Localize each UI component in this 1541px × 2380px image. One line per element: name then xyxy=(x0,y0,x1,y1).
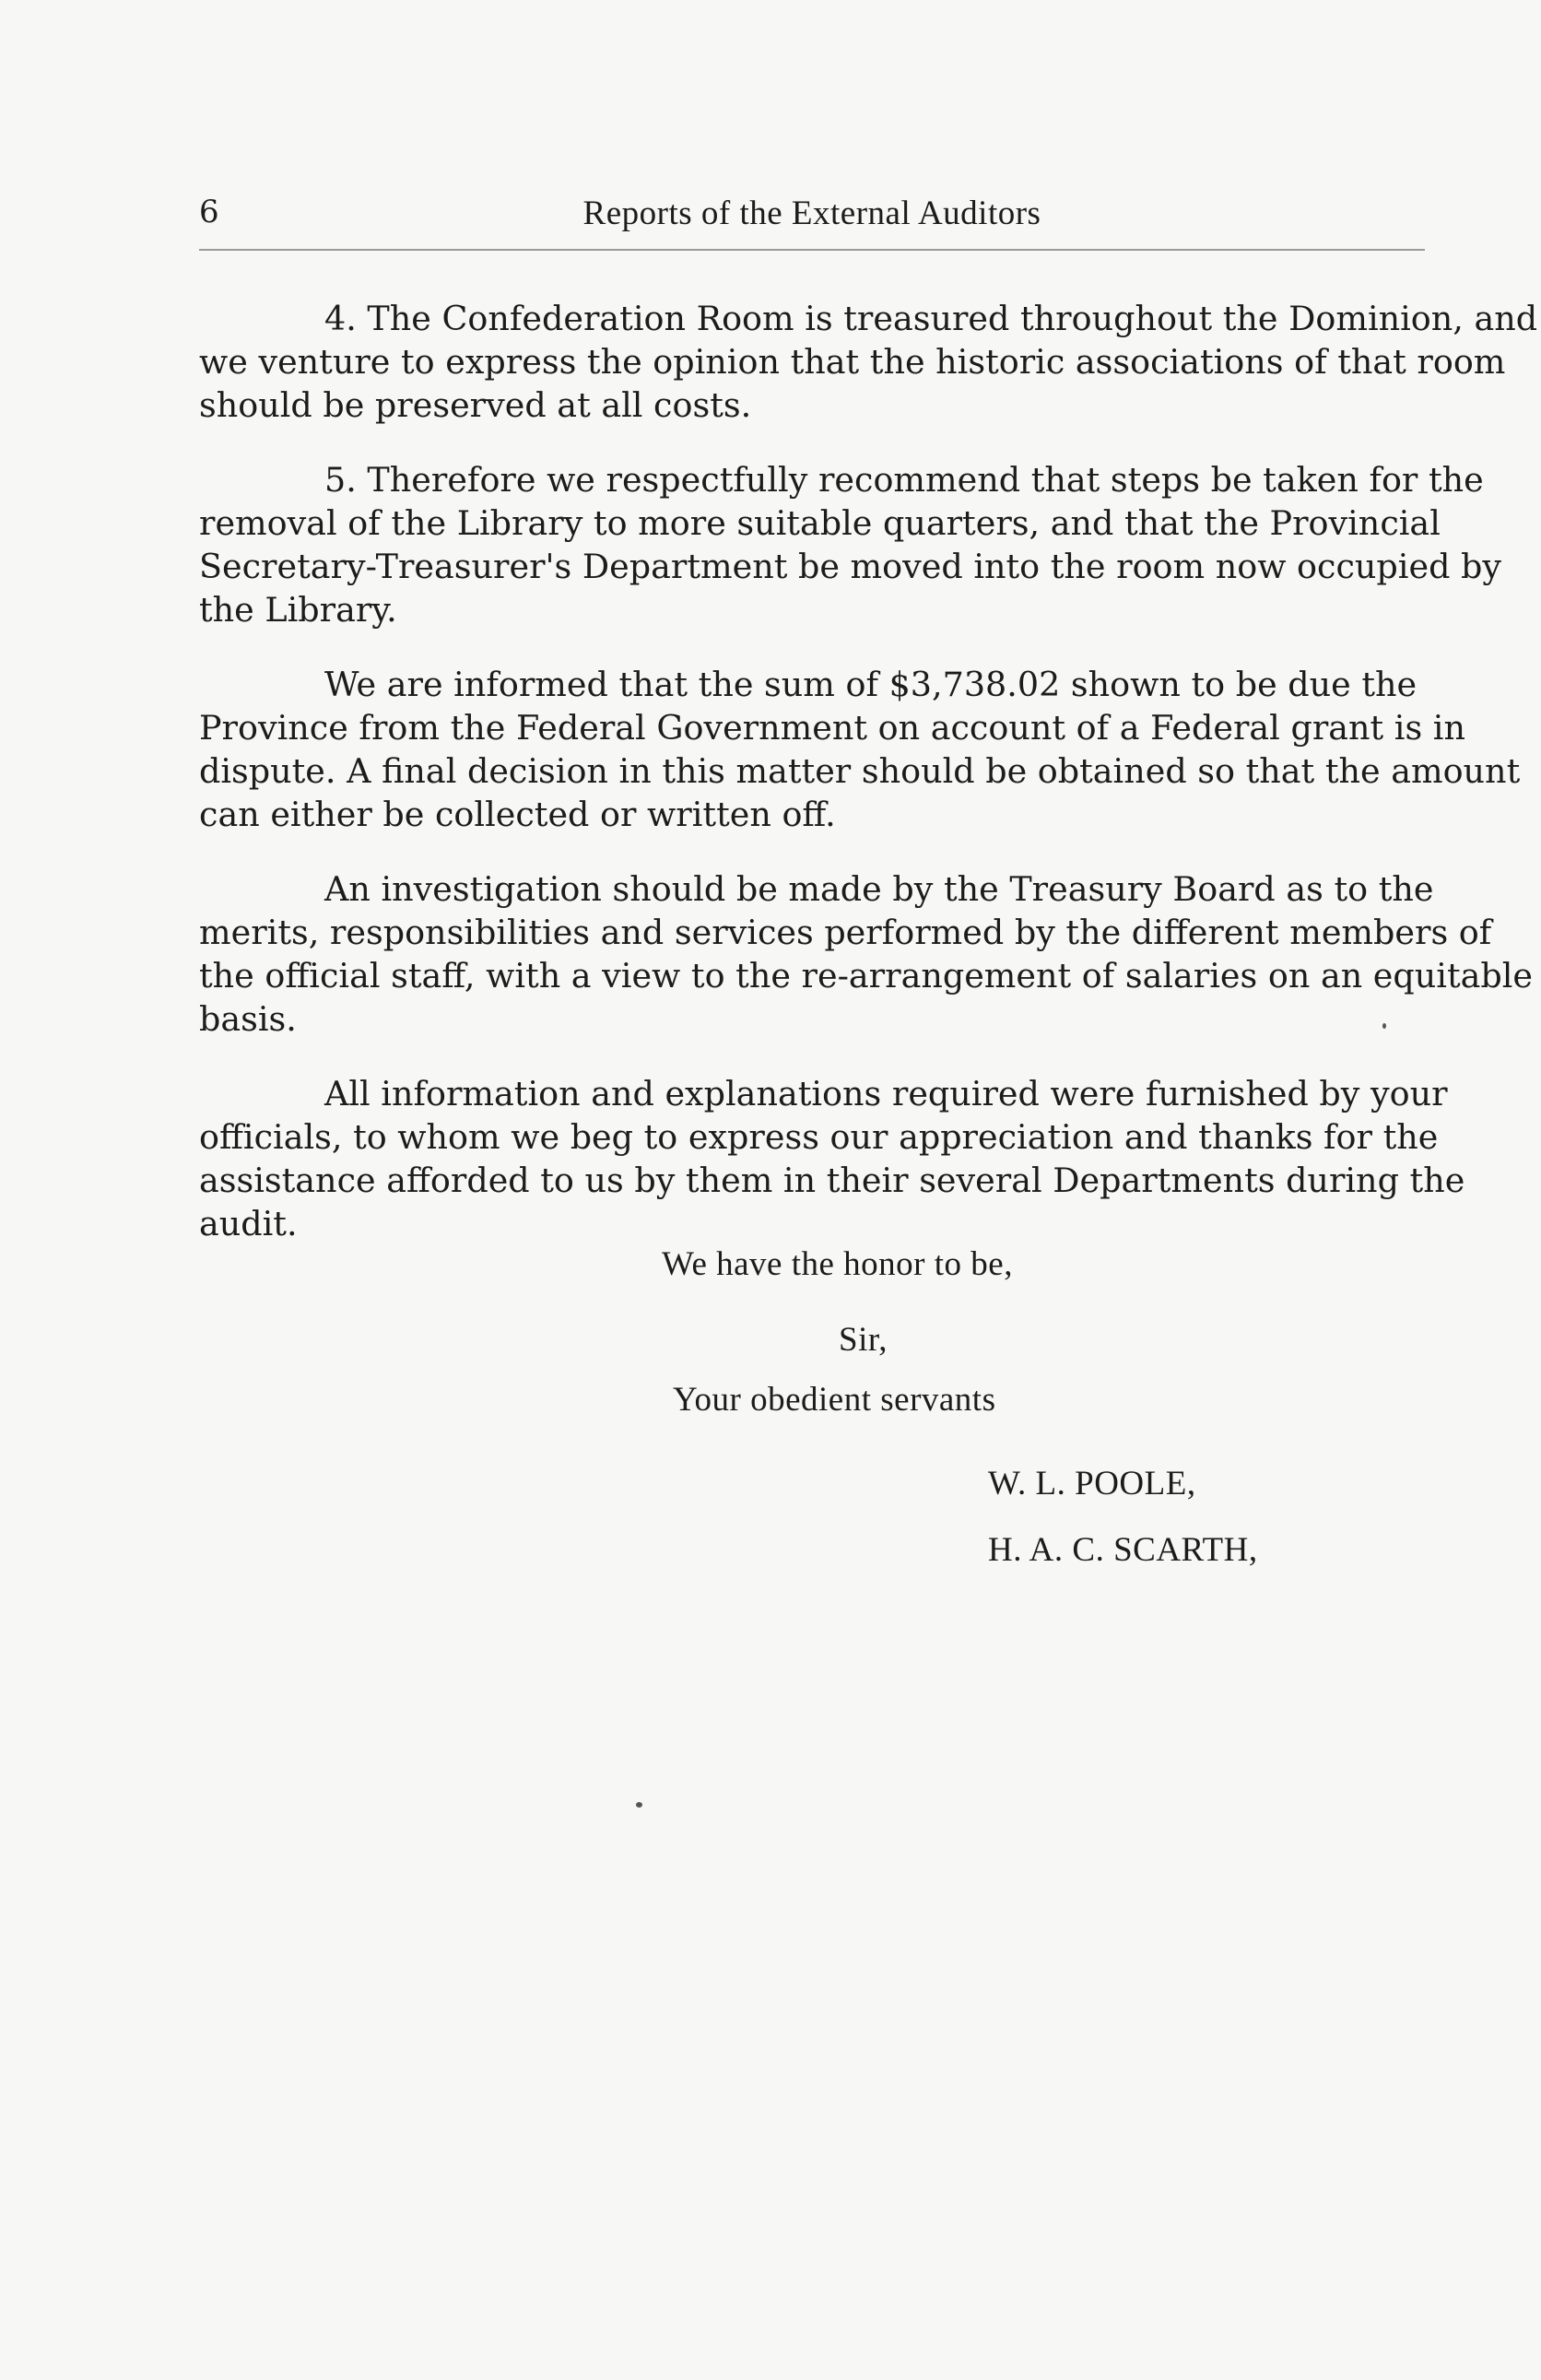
body-text xyxy=(199,297,1540,1277)
closing-line-sir: Sir, xyxy=(839,1321,888,1359)
header-rule xyxy=(199,249,1425,251)
paragraph-investigation: An investigation should be made by the Treasury Board as to the merits, responsibilities and services performed by the different members of the official staff, with a view to the re-arrangement of salaries on an equitable basis. xyxy=(199,869,1534,1039)
running-head: Reports of the External Auditors xyxy=(582,194,1041,232)
paragraph-confederation-room: 4. The Confederation Room is treasured throughout the Dominion, and we venture to express the opinion that the historic associations of that room should be preserved at all costs. xyxy=(199,299,1538,425)
signature-poole: W. L. POOLE, xyxy=(988,1465,1196,1502)
scan-speck xyxy=(1382,1023,1386,1029)
page-number: 6 xyxy=(199,194,219,230)
scan-speck xyxy=(636,1802,642,1808)
closing-line-servants: Your obedient servants xyxy=(673,1381,996,1419)
paragraph-federal-grant: We are informed that the sum of $3,738.02 shown to be due the Province from the Federal Government on account of a Federal grant is in dispute. A final decision in this matter should be obtained so that the amount can either be collected or written off. xyxy=(199,665,1521,834)
paragraph-library-removal: 5. Therefore we respectfully recommend that steps be taken for the removal of the Library to more suitable quarters, and that the Provincial Secretary-Treasurer's Department be moved into the room now occupied by the Library. xyxy=(199,460,1502,630)
paragraph-appreciation: All information and explanations required were furnished by your officials, to whom we beg to express our appreciation and thanks for the assistance afforded to us by them in their several Departments during the audit. xyxy=(199,1074,1465,1243)
page-header xyxy=(199,194,1425,242)
signature-scarth: H. A. C. SCARTH, xyxy=(988,1531,1258,1569)
closing-line-honor: We have the honor to be, xyxy=(662,1245,1013,1283)
